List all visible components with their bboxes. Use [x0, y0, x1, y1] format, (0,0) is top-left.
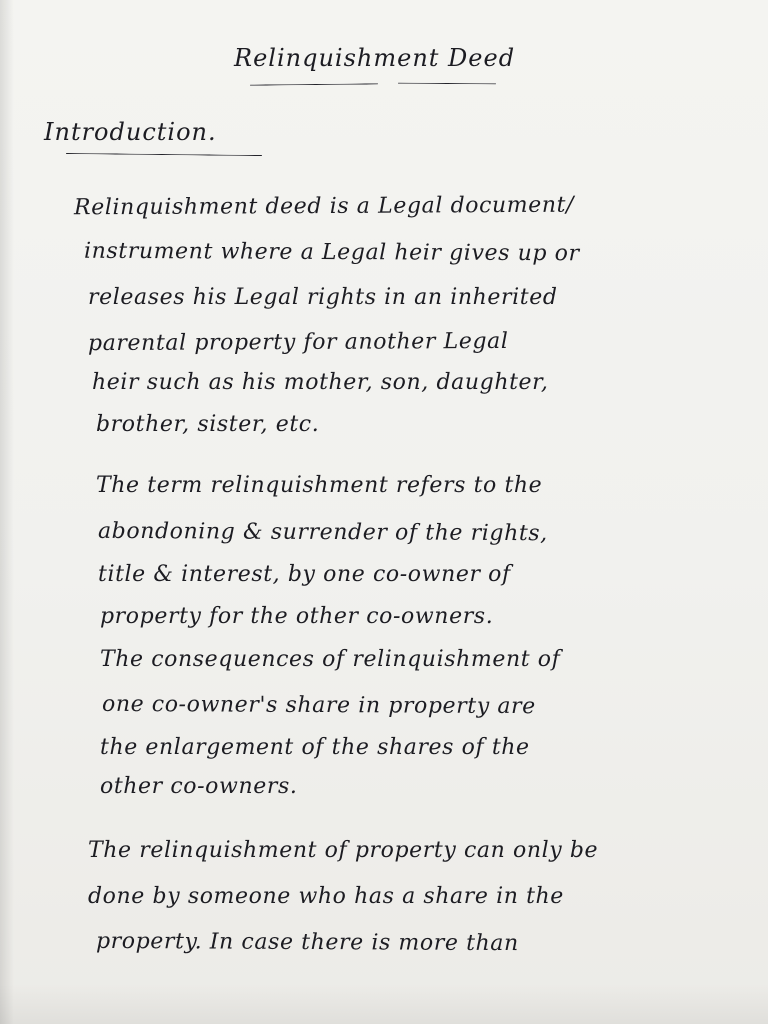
- paragraph-1-line-2: instrument where a Legal heir gives up or: [83, 238, 580, 267]
- title-underline: [250, 83, 378, 85]
- section-heading: Introduction.: [44, 118, 217, 146]
- paragraph-1-line-4: parental property for another Legal: [87, 328, 509, 357]
- paragraph-2-line-8: other co-owners.: [100, 774, 298, 799]
- paragraph-1-line-3: releases his Legal rights in an inherited: [88, 285, 558, 310]
- paragraph-2-line-7: the enlargement of the shares of the: [100, 735, 530, 760]
- paragraph-2-line-1: The term relinquishment refers to the: [96, 473, 543, 498]
- paragraph-3-line-3: property. In case there is more than: [95, 928, 519, 957]
- heading-underline: [66, 153, 262, 156]
- paragraph-2-line-2: abondoning & surrender of the rights,: [97, 518, 548, 547]
- paragraph-2-line-6: one co-owner's share in property are: [101, 691, 536, 720]
- document-title: Relinquishment Deed: [234, 44, 516, 72]
- paragraph-2-line-3: title & interest, by one co-owner of: [98, 562, 511, 587]
- paragraph-1-line-1: Relinquishment deed is a Legal document/: [73, 192, 575, 221]
- paragraph-2-line-4: property for the other co-owners.: [100, 604, 494, 629]
- paragraph-1-line-5: heir such as his mother, son, daughter,: [92, 370, 549, 395]
- title-underline-2: [398, 83, 496, 85]
- paragraph-3-line-2: done by someone who has a share in the: [88, 884, 564, 909]
- paragraph-1-line-6: brother, sister, etc.: [96, 412, 320, 437]
- paragraph-3-line-1: The relinquishment of property can only be: [88, 838, 599, 863]
- paragraph-2-line-5: The consequences of relinquishment of: [100, 647, 561, 672]
- page-bottom-shadow: [0, 984, 768, 1024]
- page-binding-shadow: [0, 0, 14, 1024]
